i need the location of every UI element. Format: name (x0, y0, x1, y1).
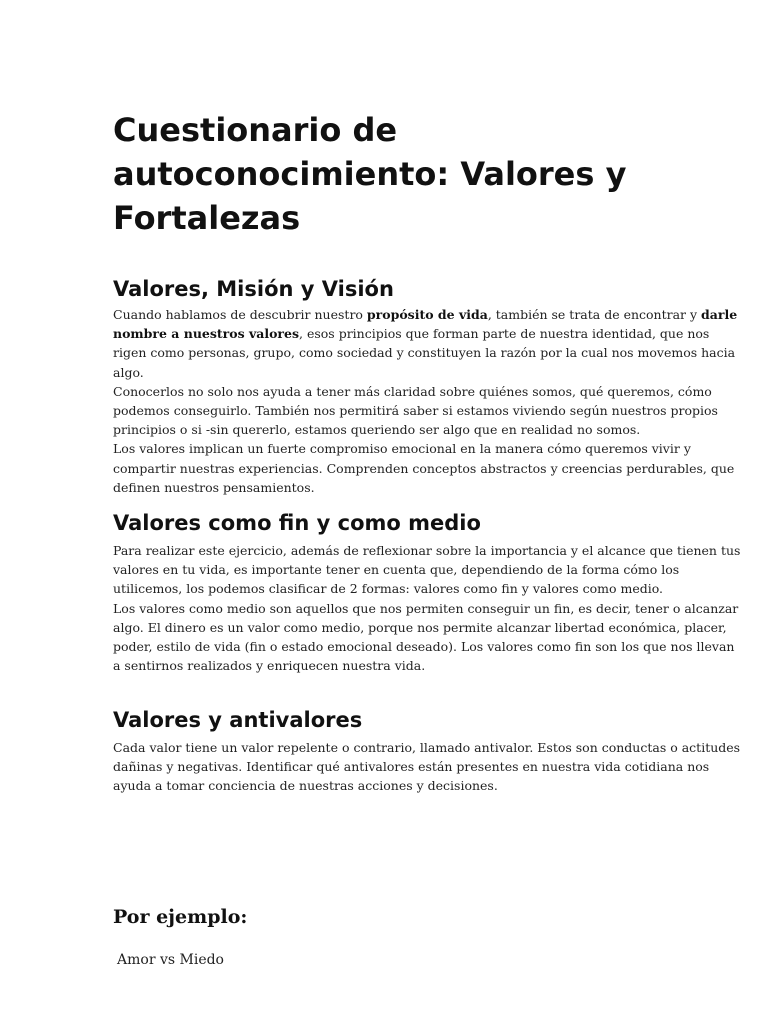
section-heading-valores-mision-vision: Valores, Misión y Visión (113, 277, 394, 301)
paragraph (113, 305, 743, 382)
paragraph: Cada valor tiene un valor repelente o contrario, llamado antivalor. Estos son conductas o actitudes dañinas y negativas. Identificar qué antivalores están presentes en nuestra vida cotidiana nos ayuda a tomar conciencia de nuestras acciones y decisiones. (113, 740, 741, 794)
paragraph-text: Cuando hablamos de descubrir nuestro (113, 307, 367, 322)
example-heading: Por ejemplo: (113, 906, 248, 928)
bold-text-valores: darle nombre a nuestros valores (113, 307, 738, 342)
paragraph: Para realizar este ejercicio, además de reflexionar sobre la importancia y el alcance que tienen tus valores en tu vida, es importante tener en cuenta que, dependiendo de la forma cómo los utilicemos, los podemos clasificar de 2 formas: valores como fin y valores como medio. (113, 543, 741, 597)
section-heading-valores-fin-medio: Valores como fin y como medio (113, 511, 481, 535)
paragraph: Conocerlos no solo nos ayuda a tener más claridad sobre quiénes somos, qué queremos, cómo podemos conseguirlo. También nos permitirá saber si estamos viviendo según nuestros propios principios o si -sin quererlo, estamos queriendo ser algo que en realidad no somos. (113, 383, 718, 438)
section-heading-valores-antivalores: Valores y antivalores (113, 708, 363, 732)
section-body-valores-mision-vision (113, 305, 743, 497)
bold-text-proposito: propósito de vida (366, 307, 488, 322)
paragraph-text: , esos principios que forman parte de nuestra identidad, que nos rigen como personas, grupo, como sociedad y constituyen la razón por la cual nos movemos hacia algo. (113, 326, 736, 380)
section-body-valores-antivalores (113, 738, 743, 796)
paragraph-text: , también se trata de encontrar y (487, 307, 702, 322)
example-item: Amor vs Miedo (117, 952, 224, 968)
paragraph: Los valores como medio son aquellos que nos permiten conseguir un fin, es decir, tener o alcanzar algo. El dinero es un valor como medio, porque nos permite alcanzar libertad económica, placer, poder, estilo de vida (fin o estado emocional deseado). Los valores como fin son los que nos llevan a sentirnos realizados y enriquecen nuestra vida. (113, 600, 739, 674)
paragraph: Los valores implican un fuerte compromiso emocional en la manera cómo queremos vivir y compartir nuestras experiencias. Comprenden conceptos abstractos y creencias perdurables, que definen nuestros pensamientos. (113, 441, 735, 495)
page-title: Cuestionario de autoconocimiento: Valores y Fortalezas (113, 111, 627, 237)
section-body-valores-fin-medio (113, 541, 743, 675)
